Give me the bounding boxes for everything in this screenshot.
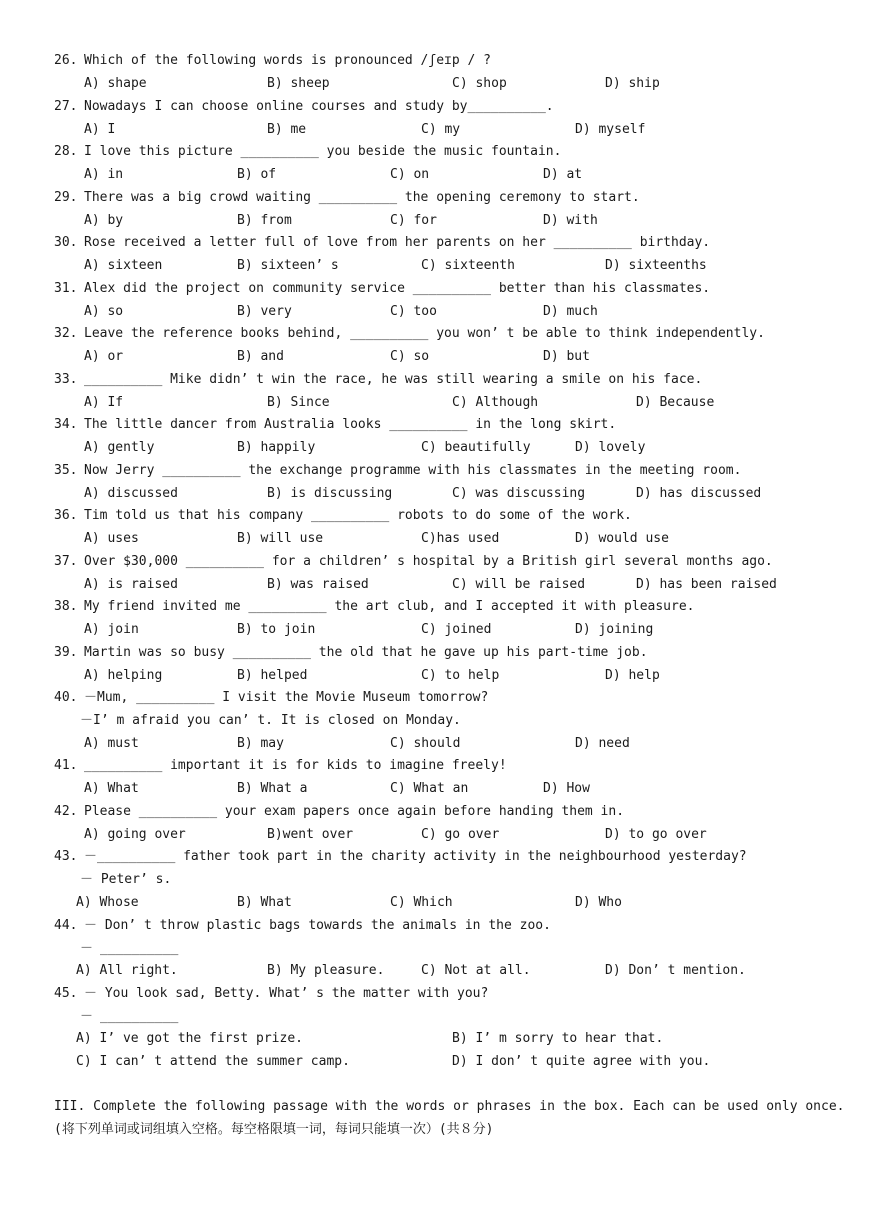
question-number: 31. [54,281,78,296]
question-number: 44. [54,918,78,933]
answer-option: D) but [543,349,590,364]
answer-option: A) join [84,622,139,637]
answer-option: B) I’ m sorry to hear that. [452,1031,664,1046]
answer-option: C) for [390,213,437,228]
answer-option: A) What [84,781,139,796]
answer-option: B) me [267,122,307,137]
answer-option: A) I [84,122,116,137]
answer-option: A) All right. [76,963,178,978]
question-number: 33. [54,372,78,387]
answer-option: C) my [421,122,461,137]
answer-option: B) My pleasure. [267,963,385,978]
answer-option: A) If [84,395,124,410]
question-number: 35. [54,463,78,478]
answer-option: A) sixteen [84,258,163,273]
answer-option: A) gently [84,440,155,455]
question-number: 41. [54,758,78,773]
question-stem: Alex did the project on community service __________ better than his classmates. [84,281,711,296]
question-number: 40. [54,690,78,705]
answer-option: D) I don’ t quite agree with you. [452,1054,711,1069]
question-number: 29. [54,190,78,205]
answer-option: B)went over [267,827,354,842]
question-stem: －Mum, __________ I visit the Movie Museum tomorrow? [84,690,489,705]
answer-option: A) going over [84,827,186,842]
answer-option: A) helping [84,668,163,683]
answer-option: B) What a [237,781,308,796]
question-number: 26. [54,53,78,68]
answer-option: D) would use [575,531,669,546]
question-stem: －__________ father took part in the charity activity in the neighbourhood yesterday? [84,849,747,864]
answer-option: B) from [237,213,292,228]
question-number: 28. [54,144,78,159]
answer-option: B) is discussing [267,486,393,501]
answer-option: B) helped [237,668,308,683]
answer-option: D) to go over [605,827,707,842]
answer-option: B) happily [237,440,316,455]
question-answer-blank: __________ [100,941,179,956]
answer-option: D) joining [575,622,654,637]
answer-option: A) uses [84,531,139,546]
answer-option: D) myself [575,122,646,137]
answer-option: D) ship [605,76,660,91]
answer-option: C) on [390,167,430,182]
answer-option: A) I’ ve got the first prize. [76,1031,303,1046]
answer-option: D) much [543,304,598,319]
question-number: 45. [54,986,78,1001]
answer-option: C) joined [421,622,492,637]
answer-option: C) should [390,736,461,751]
question-number: 34. [54,417,78,432]
question-stem: I love this picture __________ you beside the music fountain. [84,144,562,159]
answer-option: A) must [84,736,139,751]
answer-option: C) so [390,349,430,364]
answer-option: D) with [543,213,598,228]
question-stem: __________ Mike didn’ t win the race, he was still wearing a smile on his face. [84,372,703,387]
question-number: 32. [54,326,78,341]
answer-option: A) is raised [84,577,178,592]
answer-option: C) Not at all. [421,963,531,978]
answer-option: B) to join [237,622,316,637]
question-stem: Now Jerry __________ the exchange programme with his classmates in the meeting room. [84,463,742,478]
question-stem: － Don’ t throw plastic bags towards the animals in the zoo. [84,918,551,933]
question-stem: Martin was so busy __________ the old that he gave up his part-time job. [84,645,648,660]
answer-option: A) by [84,213,124,228]
answer-option: A) or [84,349,124,364]
question-number: 30. [54,235,78,250]
answer-option: C) What an [390,781,469,796]
answer-option: D) sixteenths [605,258,707,273]
answer-option: C) go over [421,827,500,842]
question-stem-reply: － [80,1009,94,1024]
answer-option: B) will use [237,531,324,546]
question-stem-reply: － [80,941,94,956]
answer-option: A) Whose [76,895,139,910]
section-title: III. Complete the following passage with the words or phrases in the box. Each can be used only once. [54,1099,845,1114]
question-stem: My friend invited me __________ the art club, and I accepted it with pleasure. [84,599,695,614]
answer-option: D) How [543,781,590,796]
question-number: 36. [54,508,78,523]
answer-option: B) sixteen’ s [237,258,339,273]
answer-option: D) has been raised [636,577,777,592]
answer-option: C) Although [452,395,539,410]
answer-option: C) too [390,304,437,319]
answer-option: D) need [575,736,630,751]
question-stem: Rose received a letter full of love from her parents on her __________ birthday. [84,235,711,250]
question-stem: The little dancer from Australia looks __________ in the long skirt. [84,417,617,432]
answer-option: C) beautifully [421,440,531,455]
question-stem: Over $30,000 __________ for a children’ s hospital by a British girl several months ago. [84,554,773,569]
answer-option: D) lovely [575,440,646,455]
question-number: 38. [54,599,78,614]
answer-option: B) was raised [267,577,369,592]
question-stem: Tim told us that his company __________ robots to do some of the work. [84,508,632,523]
question-stem: __________ important it is for kids to imagine freely! [84,758,507,773]
answer-option: C) sixteenth [421,258,515,273]
answer-option: B) of [237,167,277,182]
answer-option: D) Because [636,395,715,410]
answer-option: C) Which [390,895,453,910]
answer-option: C) I can’ t attend the summer camp. [76,1054,350,1069]
answer-option: D) has discussed [636,486,762,501]
answer-option: D) help [605,668,660,683]
answer-option: C) will be raised [452,577,586,592]
answer-option: D) Don’ t mention. [605,963,746,978]
section-subtitle: (将下列单词或词组填入空格。每空格限填一词，每词只能填一次）(共８分) [54,1122,494,1137]
question-number: 37. [54,554,78,569]
question-stem: Which of the following words is pronounced /ʃeɪp / ? [84,53,491,68]
answer-option: C) shop [452,76,507,91]
answer-option: B) What [237,895,292,910]
question-stem: － You look sad, Betty. What’ s the matter with you? [84,986,489,1001]
question-stem: Please __________ your exam papers once again before handing them in. [84,804,625,819]
question-number: 27. [54,99,78,114]
question-stem-reply: －I’ m afraid you can’ t. It is closed on Monday. [80,713,461,728]
answer-option: C) was discussing [452,486,586,501]
question-stem: Nowadays I can choose online courses and study by__________. [84,99,554,114]
answer-option: B) Since [267,395,330,410]
answer-option: A) so [84,304,124,319]
question-number: 42. [54,804,78,819]
question-number: 43. [54,849,78,864]
answer-option: B) very [237,304,292,319]
answer-option: A) discussed [84,486,178,501]
question-stem: Leave the reference books behind, __________ you won’ t be able to think independently. [84,326,765,341]
answer-option: A) shape [84,76,147,91]
answer-option: A) in [84,167,124,182]
answer-option: B) sheep [267,76,330,91]
answer-option: C) to help [421,668,500,683]
question-stem: There was a big crowd waiting __________ the opening ceremony to start. [84,190,640,205]
answer-option: D) at [543,167,583,182]
answer-option: C)has used [421,531,500,546]
answer-option: D) Who [575,895,622,910]
question-answer-blank: __________ [100,1009,179,1024]
answer-option: B) and [237,349,284,364]
answer-option: B) may [237,736,284,751]
question-stem-reply: － Peter’ s. [80,872,172,887]
question-number: 39. [54,645,78,660]
